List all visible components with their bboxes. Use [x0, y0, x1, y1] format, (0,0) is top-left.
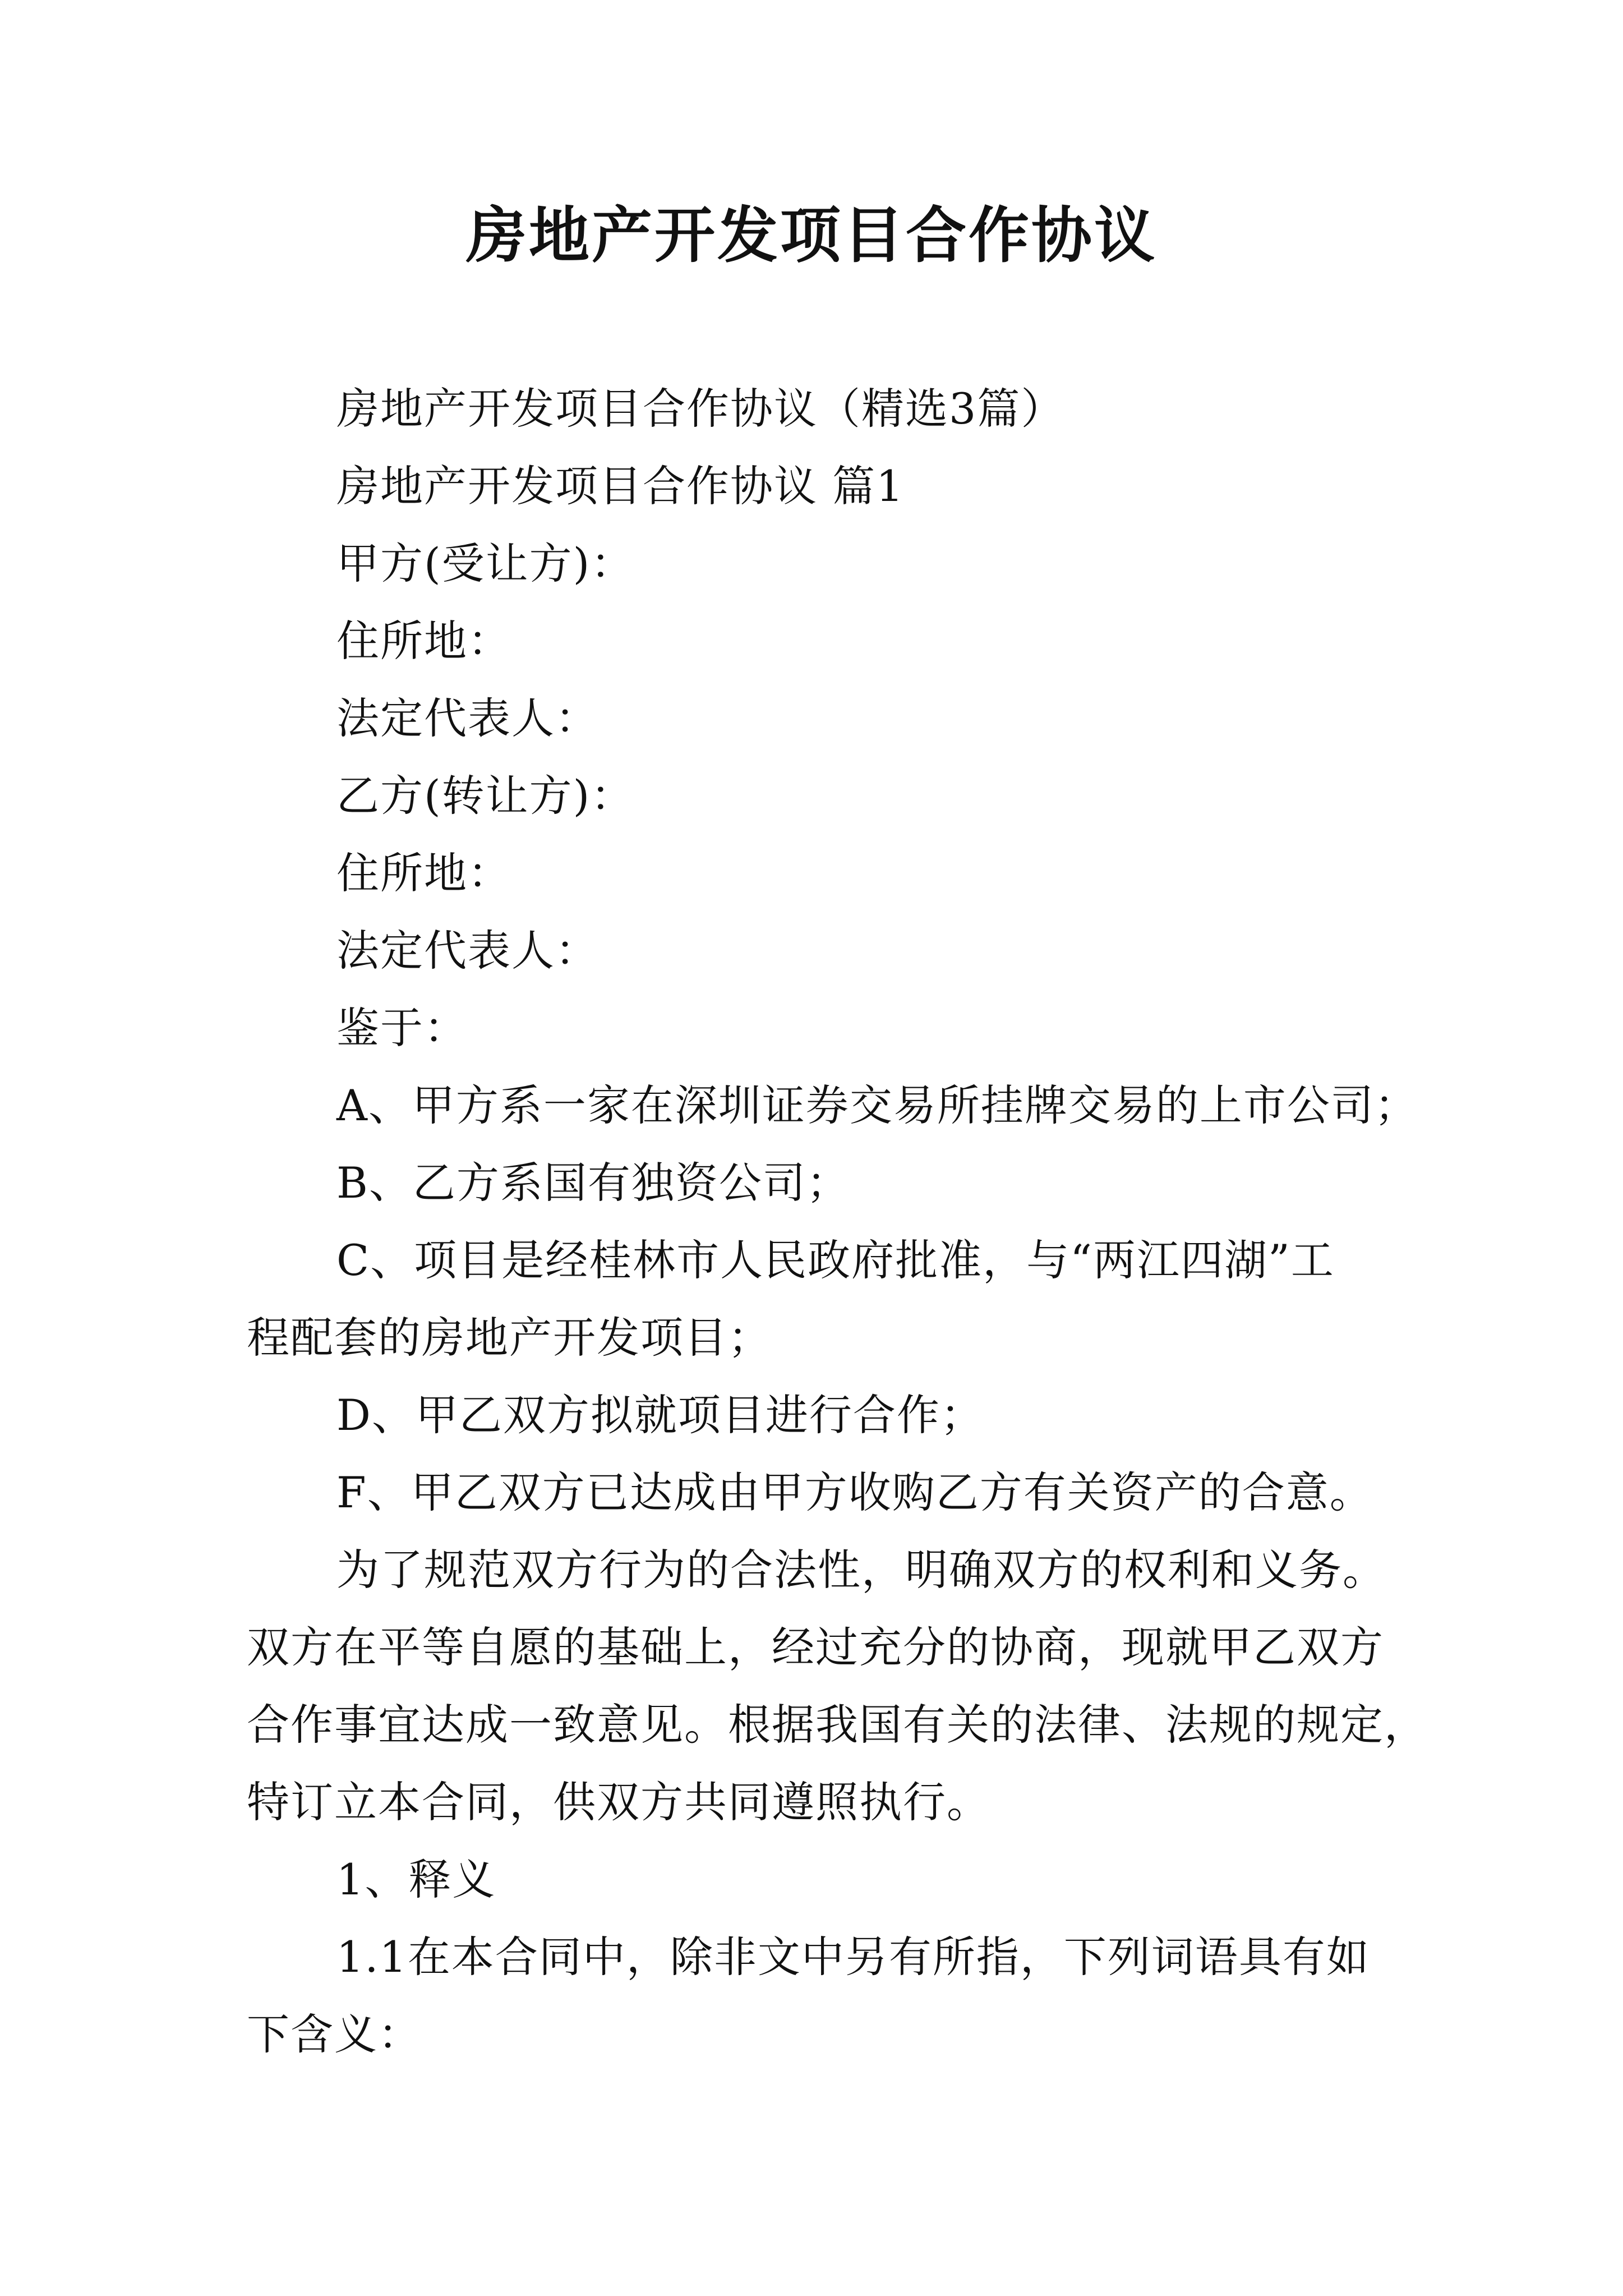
paragraph-line: 住所地： — [336, 848, 511, 898]
document-title: 房地产开发项目合作协议 — [465, 200, 1157, 271]
paragraph-line: 鉴于： — [336, 1003, 468, 1053]
paragraph-line: 1、释义 — [336, 1855, 496, 1904]
paragraph-line: 特订立本合同，供双方共同遵照执行。 — [247, 1777, 990, 1827]
paragraph-line: 合作事宜达成一致意见。根据我国有关的法律、法规的规定， — [247, 1700, 1428, 1750]
paragraph-line: 1.1在本合同中，除非文中另有所指，下列词语具有如 — [336, 1932, 1370, 1982]
paragraph-line: 房地产开发项目合作协议 篇1 — [336, 461, 905, 511]
paragraph-line: 程配套的房地产开发项目； — [247, 1313, 772, 1363]
paragraph-line: 为了规范双方行为的合法性，明确双方的权利和义务。 — [336, 1545, 1386, 1595]
paragraph-line: 法定代表人： — [336, 926, 599, 976]
paragraph-line: 双方在平等自愿的基础上，经过充分的协商，现就甲乙双方 — [247, 1622, 1384, 1672]
document-body — [247, 370, 1428, 2073]
paragraph-line: D、甲乙双方拟就项目进行合作； — [336, 1390, 984, 1440]
paragraph-line: 房地产开发项目合作协议（精选3篇） — [336, 384, 1065, 434]
paragraph-line: 下含义： — [247, 2009, 422, 2059]
paragraph-line: C、项目是经桂林市人民政府批准，与“两江四湖”工 — [336, 1235, 1335, 1285]
paragraph-line: 甲方(受让方)： — [336, 539, 635, 588]
paragraph-line: A、甲方系一家在深圳证券交易所挂牌交易的上市公司； — [336, 1080, 1418, 1130]
paragraph-line: 法定代表人： — [336, 693, 599, 743]
paragraph-line: 住所地： — [336, 616, 511, 666]
paragraph-line: 乙方(转让方)： — [336, 771, 635, 821]
paragraph-line: B、乙方系国有独资公司； — [336, 1158, 850, 1208]
paragraph-line: F、甲乙双方已达成由甲方收购乙方有关资产的合意。 — [336, 1467, 1373, 1517]
